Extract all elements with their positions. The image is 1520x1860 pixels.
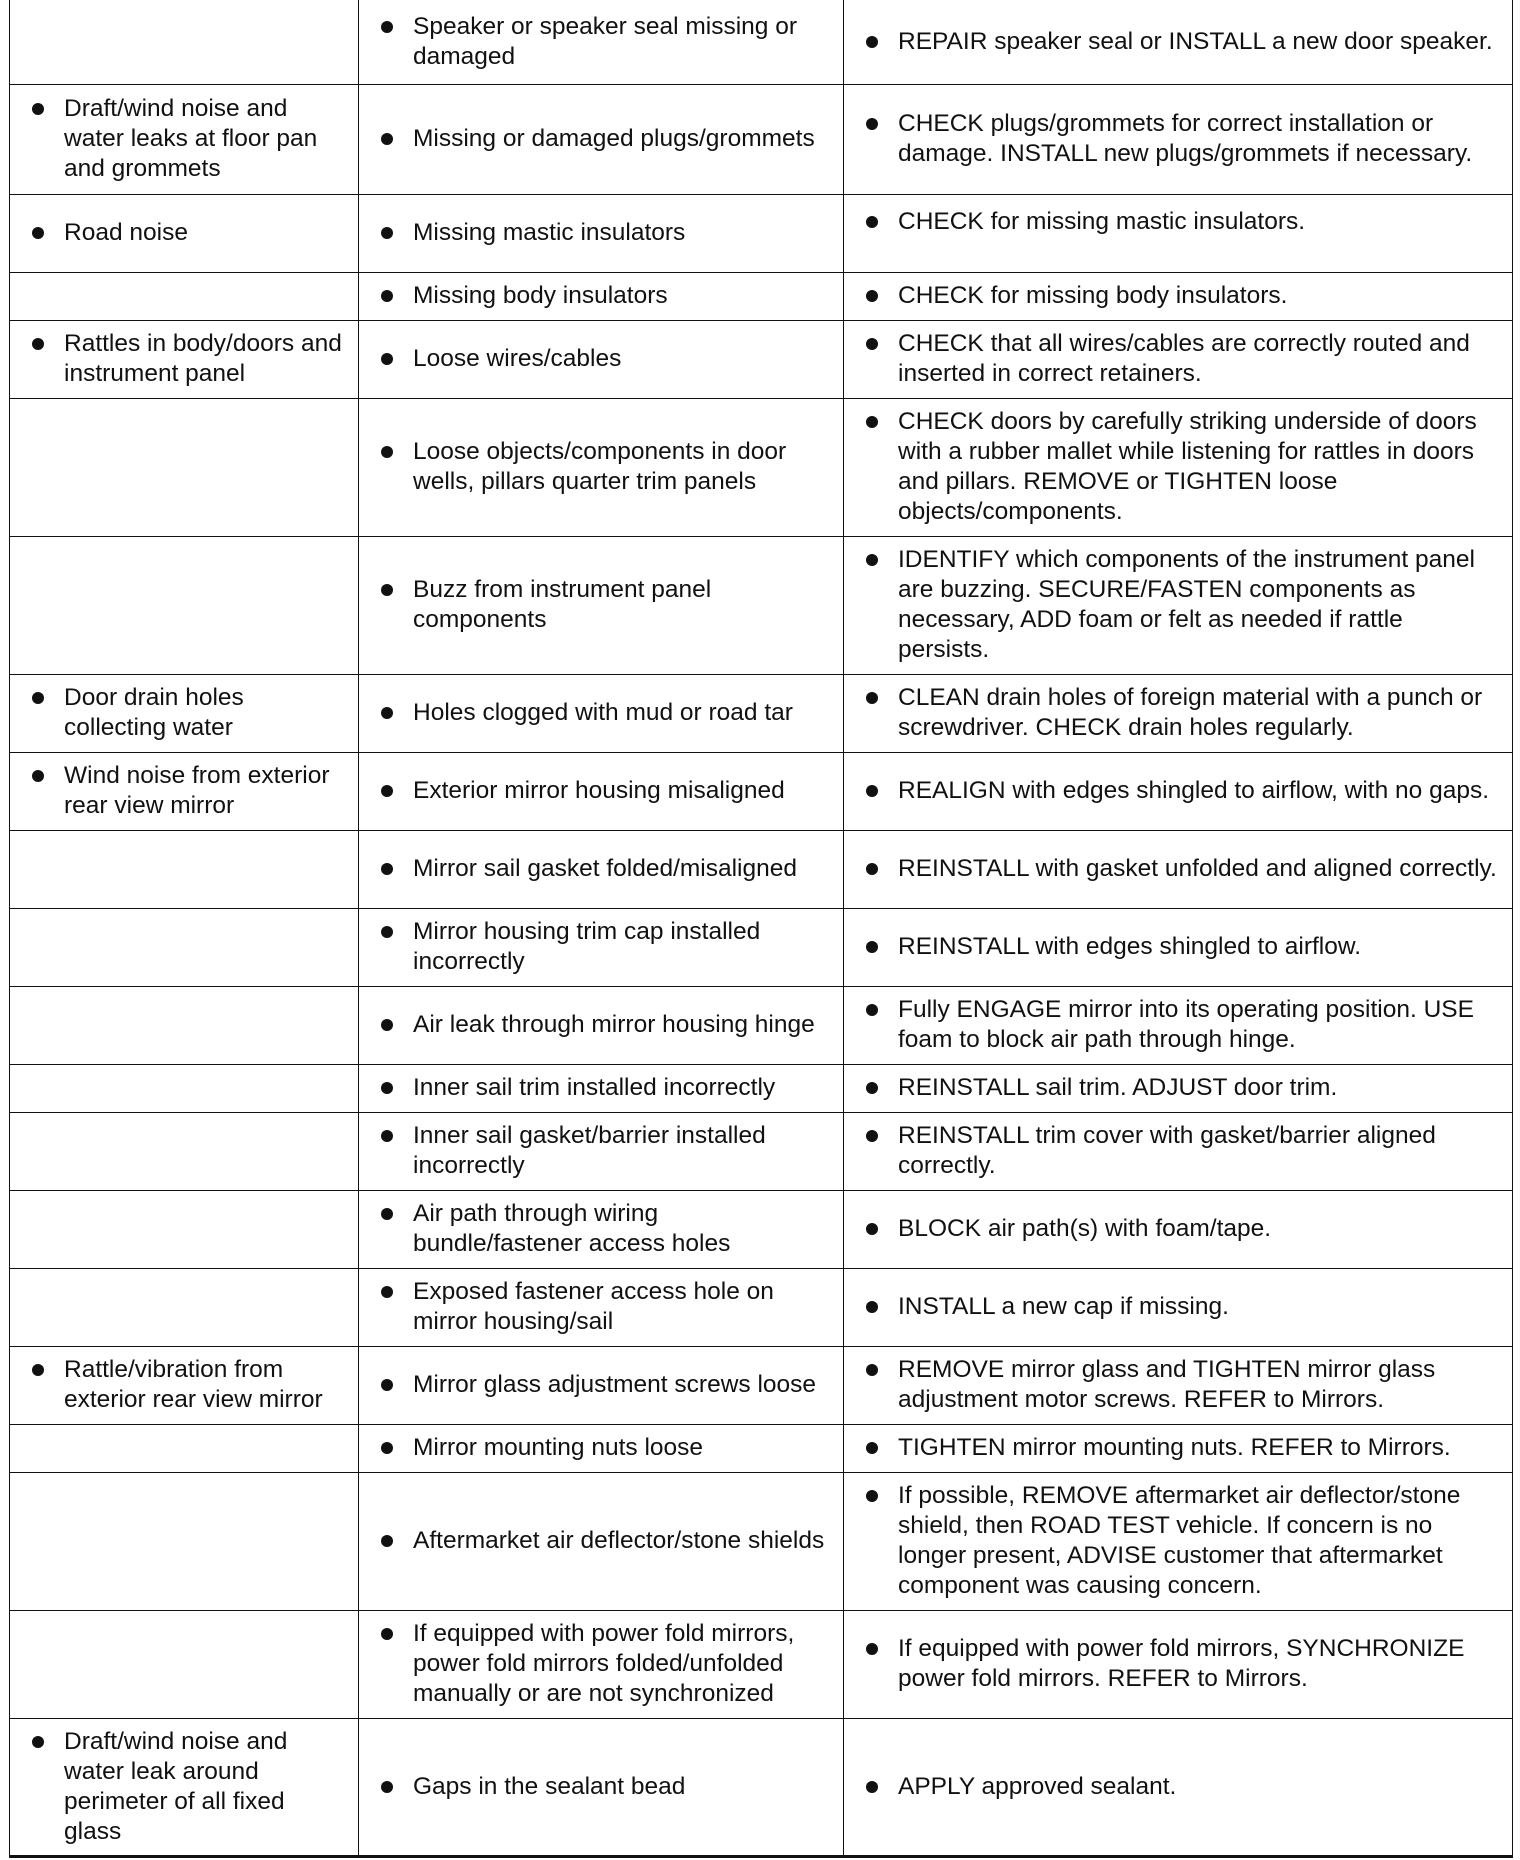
action-cell [844,1268,1513,1346]
bullet-icon [866,1643,878,1655]
bullet-item [10,94,346,184]
action-cell [844,1346,1513,1424]
bullet-icon [381,584,393,596]
bullet-item [844,995,1500,1055]
symptom-cell [10,536,359,674]
bullet-icon [381,1208,393,1220]
source-text: Gaps in the sealant bead [413,1772,686,1800]
source-text: Buzz from instrument panel components [413,576,712,633]
bullet-icon [381,926,393,938]
bullet-item [844,407,1500,527]
bullet-item [844,1634,1500,1694]
source-text: Exterior mirror housing misaligned [413,777,785,804]
source-cell [359,830,844,908]
bullet-item [359,1619,831,1709]
symptom-text: Draft/wind noise and water leaks at floor pan and grommets [64,95,318,182]
source-text: Mirror housing trim cap installed incorrectly [413,918,761,975]
bullet-icon [866,118,878,130]
bullet-icon [381,290,393,302]
symptom-cell [10,1424,359,1472]
action-cell [844,1718,1513,1856]
bullet-item [359,854,831,884]
source-cell [359,0,844,84]
table-row [10,1424,1513,1472]
source-cell [359,398,844,536]
symptom-cell [10,986,359,1064]
bullet-item [10,761,346,821]
action-text: CHECK doors by carefully striking underside of doors with a rubber mallet while listening for rattles in doors and pillars. REMOVE or TIGHTEN loose objects/components. [898,408,1477,525]
symptom-text: Road noise [64,219,188,246]
bullet-icon [32,1364,44,1376]
source-cell [359,272,844,320]
bullet-icon [866,1490,878,1502]
symptom-cell [10,320,359,398]
source-text: Air path through wiring bundle/fastener access holes [413,1200,731,1257]
action-cell [844,908,1513,986]
action-text: INSTALL a new cap if missing. [898,1293,1229,1320]
action-text: CLEAN drain holes of foreign material with a punch or screwdriver. CHECK drain holes regularly. [898,684,1483,741]
action-cell [844,674,1513,752]
bullet-item [844,109,1500,169]
action-cell [844,1190,1513,1268]
bullet-item [359,281,831,311]
symptom-cell [10,1112,359,1190]
action-text: REMOVE mirror glass and TIGHTEN mirror glass adjustment motor screws. REFER to Mirrors. [898,1356,1436,1413]
bullet-icon [866,785,878,797]
bullet-item [359,12,831,72]
bullet-item [844,329,1500,389]
bullet-icon [866,1004,878,1016]
source-text: If equipped with power fold mirrors, power fold mirrors folded/unfolded manually or are not synchronized [413,1620,795,1707]
source-text: Mirror glass adjustment screws loose [413,1371,817,1398]
bullet-item [844,545,1500,665]
table-row [10,1268,1513,1346]
bullet-icon [866,216,878,228]
bullet-item [844,281,1500,311]
bullet-icon [381,1781,393,1793]
bullet-item [844,1073,1500,1103]
table-row [10,1718,1513,1856]
bullet-icon [381,133,393,145]
action-text: CHECK plugs/grommets for correct installation or damage. INSTALL new plugs/grommets if necessary. [898,110,1473,167]
symptom-cell [10,194,359,272]
bullet-item [844,1481,1500,1601]
bullet-item [359,437,831,497]
action-text: REINSTALL with edges shingled to airflow. [898,933,1362,960]
bullet-icon [866,692,878,704]
action-cell [844,398,1513,536]
bullet-item [10,1727,346,1847]
action-text: TIGHTEN mirror mounting nuts. REFER to Mirrors. [898,1434,1451,1461]
source-text: Missing body insulators [413,282,668,309]
action-cell [844,194,1513,272]
symptom-cell [10,1268,359,1346]
table-row [10,830,1513,908]
bullet-icon [866,1364,878,1376]
symptom-cell [10,1610,359,1718]
action-cell [844,272,1513,320]
bullet-icon [381,1628,393,1640]
table-row [10,1112,1513,1190]
bullet-icon [32,1736,44,1748]
source-cell [359,674,844,752]
bullet-item [359,1370,831,1400]
symptom-cell [10,908,359,986]
table-row [10,1190,1513,1268]
bullet-item [359,1010,831,1040]
source-text: Speaker or speaker seal missing or damaged [413,12,798,70]
bullet-icon [381,863,393,875]
action-cell [844,1064,1513,1112]
source-cell [359,84,844,194]
bullet-icon [866,1442,878,1454]
source-cell [359,1190,844,1268]
bullet-icon [32,338,44,350]
bullet-icon [866,338,878,350]
source-cell [359,1346,844,1424]
action-text: REINSTALL trim cover with gasket/barrier aligned correctly. [898,1122,1436,1179]
bullet-item [359,1433,831,1463]
table-row [10,0,1513,84]
bullet-icon [32,770,44,782]
action-cell [844,1112,1513,1190]
bullet-item [359,1073,831,1103]
source-cell [359,986,844,1064]
bullet-item [359,575,831,635]
action-cell [844,84,1513,194]
bullet-icon [381,1286,393,1298]
action-text: REALIGN with edges shingled to airflow, with no gaps. [898,777,1490,804]
bullet-item [844,1121,1500,1181]
bullet-icon [866,290,878,302]
table-row [10,536,1513,674]
bullet-icon [866,416,878,428]
bullet-item [844,1292,1500,1322]
bullet-item [359,1121,831,1181]
bullet-item [359,1277,831,1337]
action-cell [844,830,1513,908]
action-text: Fully ENGAGE mirror into its operating position. USE foam to block air path through hinge. [898,996,1474,1053]
source-cell [359,1268,844,1346]
action-cell [844,1610,1513,1718]
source-cell [359,320,844,398]
action-text: APPLY approved sealant. [898,1772,1177,1800]
table-row [10,986,1513,1064]
source-text: Missing mastic insulators [413,219,686,246]
bullet-icon [381,785,393,797]
action-text: BLOCK air path(s) with foam/tape. [898,1215,1272,1242]
source-text: Loose objects/components in door wells, pillars quarter trim panels [413,438,787,495]
source-cell [359,908,844,986]
symptom-cell [10,84,359,194]
source-cell [359,1718,844,1856]
action-cell [844,536,1513,674]
source-text: Holes clogged with mud or road tar [413,699,793,726]
table-row [10,1610,1513,1718]
source-text: Exposed fastener access hole on mirror housing/sail [413,1278,774,1335]
bullet-item [844,932,1500,962]
bullet-icon [381,1379,393,1391]
bullet-icon [866,1223,878,1235]
symptom-text: Rattles in body/doors and instrument panel [64,330,342,387]
action-text: If equipped with power fold mirrors, SYNCHRONIZE power fold mirrors. REFER to Mirrors. [898,1635,1465,1692]
symptom-cell [10,398,359,536]
source-cell [359,194,844,272]
action-text: If possible, REMOVE aftermarket air deflector/stone shield, then ROAD TEST vehicle. If concern is no longer present, ADVISE customer that aftermarket component was causing concern. [898,1482,1461,1599]
bullet-item [359,1199,831,1259]
bullet-item [844,1355,1500,1415]
table-row [10,1472,1513,1610]
action-cell [844,0,1513,84]
bullet-item [844,1772,1500,1802]
bullet-icon [381,1442,393,1454]
bullet-icon [866,863,878,875]
bullet-icon [32,692,44,704]
table-row [10,84,1513,194]
symptom-cell [10,1346,359,1424]
bullet-icon [32,103,44,115]
symptom-cell [10,1190,359,1268]
bullet-icon [866,36,878,48]
table-row [10,674,1513,752]
symptom-text: Door drain holes collecting water [64,684,244,741]
source-cell [359,1424,844,1472]
action-cell [844,1472,1513,1610]
action-cell [844,1424,1513,1472]
bullet-item [844,1214,1500,1244]
bullet-item [844,27,1500,57]
source-cell [359,1472,844,1610]
bullet-icon [381,353,393,365]
symptom-cell [10,272,359,320]
bullet-item [10,1355,346,1415]
source-text: Inner sail trim installed incorrectly [413,1074,776,1101]
bullet-item [844,854,1500,884]
bullet-item [844,776,1500,806]
bullet-item [359,917,831,977]
symptom-text: Rattle/vibration from exterior rear view mirror [64,1356,323,1413]
action-cell [844,752,1513,830]
bullet-icon [381,1535,393,1547]
source-text: Loose wires/cables [413,345,622,372]
bullet-icon [381,21,393,33]
source-text: Mirror mounting nuts loose [413,1434,704,1461]
table-row [10,194,1513,272]
symptom-cell [10,0,359,84]
bullet-item [844,683,1500,743]
bullet-icon [866,1781,878,1793]
action-cell [844,320,1513,398]
table-row [10,398,1513,536]
source-text: Mirror sail gasket folded/misaligned [413,855,797,882]
symptom-cell [10,1718,359,1856]
bullet-icon [866,1082,878,1094]
bullet-item [844,207,1500,237]
bullet-item [10,218,346,248]
bullet-item [10,329,346,389]
action-cell [844,986,1513,1064]
bullet-icon [866,1301,878,1313]
bullet-icon [381,446,393,458]
symptom-cell [10,752,359,830]
action-text: REINSTALL with gasket unfolded and aligned correctly. [898,855,1497,882]
table-body [10,0,1513,1856]
table-row [10,1346,1513,1424]
bullet-icon [381,707,393,719]
bullet-icon [381,1019,393,1031]
symptom-text: Wind noise from exterior rear view mirror [64,762,330,819]
action-text: CHECK for missing body insulators. [898,282,1288,309]
bullet-icon [381,227,393,239]
action-text: REPAIR speaker seal or INSTALL a new door speaker. [898,27,1493,55]
bullet-item [359,218,831,248]
bullet-icon [381,1082,393,1094]
symptom-cell [10,830,359,908]
symptom-cell [10,1472,359,1610]
bullet-item [359,344,831,374]
action-text: CHECK for missing mastic insulators. [898,207,1306,235]
table-row [10,272,1513,320]
bullet-icon [32,227,44,239]
bullet-icon [381,1130,393,1142]
table-row [10,752,1513,830]
action-text: REINSTALL sail trim. ADJUST door trim. [898,1074,1338,1101]
source-cell [359,752,844,830]
bullet-icon [866,941,878,953]
bullet-item [359,1526,831,1556]
bullet-item [359,124,831,154]
bullet-icon [866,554,878,566]
table-row [10,320,1513,398]
source-text: Missing or damaged plugs/grommets [413,125,815,152]
source-text: Aftermarket air deflector/stone shields [413,1527,825,1554]
symptom-cell [10,674,359,752]
source-cell [359,1112,844,1190]
table-row [10,1064,1513,1112]
symptom-text: Draft/wind noise and water leak around perimeter of all fixed glass [64,1727,288,1845]
source-text: Air leak through mirror housing hinge [413,1011,815,1038]
source-cell [359,1610,844,1718]
symptom-chart-table [9,0,1513,1858]
bullet-item [359,776,831,806]
source-cell [359,1064,844,1112]
symptom-cell [10,1064,359,1112]
bullet-item [359,698,831,728]
action-text: IDENTIFY which components of the instrument panel are buzzing. SECURE/FASTEN components as necessary, ADD foam or felt as needed if rattle persists. [898,546,1475,663]
action-text: CHECK that all wires/cables are correctly routed and inserted in correct retainers. [898,330,1470,387]
bullet-item [844,1433,1500,1463]
table-row [10,908,1513,986]
bullet-item [359,1772,831,1802]
source-text: Inner sail gasket/barrier installed incorrectly [413,1122,766,1179]
bullet-icon [866,1130,878,1142]
source-cell [359,536,844,674]
bullet-item [10,683,346,743]
